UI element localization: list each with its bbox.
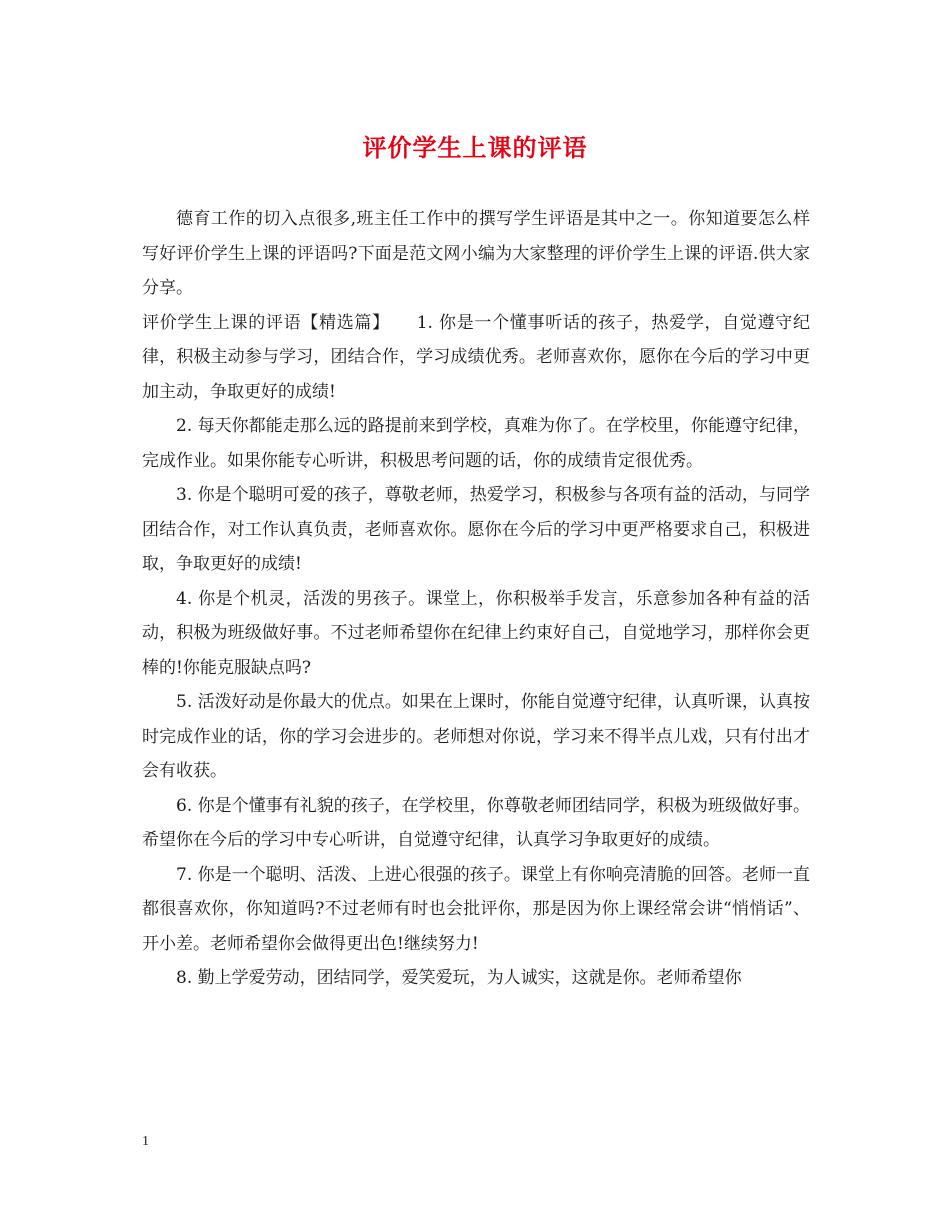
comment-paragraph-1: 评价学生上课的评语【精选篇】 1. 你是一个懂事听话的孩子，热爱学，自觉遵守纪律，积极主动参与学习，团结合作，学习成绩优秀。老师喜欢你，愿你在今后的学习中更加主动，争取更好的成绩!: [142, 312, 810, 402]
comment-paragraph-2: 2. 每天你都能走那么远的路提前来到学校，真难为你了。在学校里，你能遵守纪律，完成作业。如果你能专心听讲，积极思考问题的话，你的成绩肯定很优秀。: [142, 416, 810, 471]
page-number: 1: [142, 1134, 149, 1149]
comment-paragraph-6: 6. 你是个懂事有礼貌的孩子，在学校里，你尊敬老师团结同学，积极为班级做好事。希望你在今后的学习中专心听讲，自觉遵守纪律，认真学习争取更好的成绩。: [142, 795, 810, 850]
document-body: [142, 202, 810, 996]
comment-paragraph-3: 3. 你是个聪明可爱的孩子，尊敬老师，热爱学习，积极参与各项有益的活动，与同学团结合作，对工作认真负责，老师喜欢你。愿你在今后的学习中更严格要求自己，积极进取，争取更好的成绩!: [142, 485, 810, 574]
comment-paragraph-8: 8. 勤上学爱劳动，团结同学，爱笑爱玩，为人诚实，这就是你。老师希望你: [176, 968, 742, 988]
document-title: 评价学生上课的评语: [362, 133, 588, 162]
comment-paragraph-4: 4. 你是个机灵，活泼的男孩子。课堂上，你积极举手发言，乐意参加各种有益的活动，积极为班级做好事。不过老师希望你在纪律上约束好自己，自觉地学习，那样你会更棒的!你能克服缺点吗?: [142, 588, 810, 678]
comment-paragraph-5: 5. 活泼好动是你最大的优点。如果在上课时，你能自觉遵守纪律，认真听课，认真按时完成作业的话，你的学习会进步的。老师想对你说，学习来不得半点儿戏，只有付出才会有收获。: [142, 692, 810, 781]
intro-paragraph: 德育工作的切入点很多,班主任工作中的撰写学生评语是其中之一。你知道要怎么样写好评价学生上课的评语吗?下面是范文网小编为大家整理的评价学生上课的评语.供大家分享。: [142, 209, 810, 298]
comment-paragraph-7: 7. 你是一个聪明、活泼、上进心很强的孩子。课堂上有你响亮清脆的回答。老师一直都很喜欢你，你知道吗?不过老师有时也会批评你，那是因为你上课经常会讲“悄悄话”、开小差。老师希望你会做得更出色!继续努力!: [142, 864, 810, 954]
